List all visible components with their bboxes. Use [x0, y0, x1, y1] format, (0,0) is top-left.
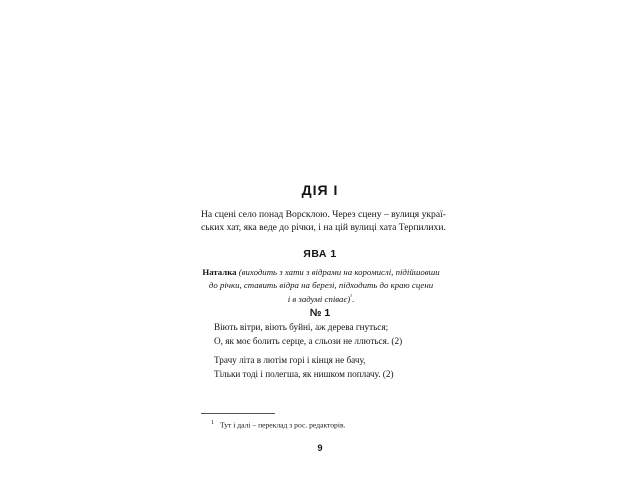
stage-line-3	[201, 291, 441, 305]
footnote-divider	[201, 413, 275, 414]
speaker-name: Наталка	[202, 267, 237, 277]
footnote-text: Тут і далі – переклад з рос. редакторів.	[220, 420, 346, 430]
intro-line-2: ських хат, яка веде до річки, і на цій вулиці хата Терпилихи.	[201, 222, 446, 233]
stage-direction-text-1: (виходить з хати з відрами на коромислі, підійшовши	[236, 267, 440, 277]
intro-paragraph	[201, 208, 446, 234]
footnote-mark: 1	[211, 420, 214, 426]
scene-title: ЯВА 1	[303, 248, 337, 260]
verse-1-line-1: Віють вітри, віють буйні, аж дерева гнуться;	[214, 322, 389, 332]
verse-2	[214, 354, 444, 381]
stage-line-2: до річки, ставить відра на березі, підходить до краю сцени	[208, 279, 434, 290]
verse-2-line-2: Тільки тоді і полегша, як нишком поплачу. (2)	[214, 368, 394, 379]
footnote-reference[interactable]: ¹	[350, 294, 353, 300]
stage-direction-text-3: і в задумі співає)	[287, 293, 351, 304]
verse-2-line-1: Трачу літа в лютім горі і кінця не бачу,	[214, 355, 366, 365]
verse-1	[214, 321, 444, 348]
verse-1-line-2: О, як моє болить серце, а сльози не ллються. (2)	[214, 335, 403, 346]
stage-line-1	[201, 266, 441, 279]
footnote	[211, 418, 345, 431]
act-title: ДІЯ І	[301, 182, 339, 198]
song-number: № 1	[309, 307, 331, 319]
stage-direction	[201, 266, 441, 305]
stage-line-3-end: .	[352, 293, 355, 304]
intro-line-1: На сцені село понад Ворсклою. Через сцену – вулиця украї-	[201, 209, 446, 220]
page-number: 9	[317, 443, 323, 453]
